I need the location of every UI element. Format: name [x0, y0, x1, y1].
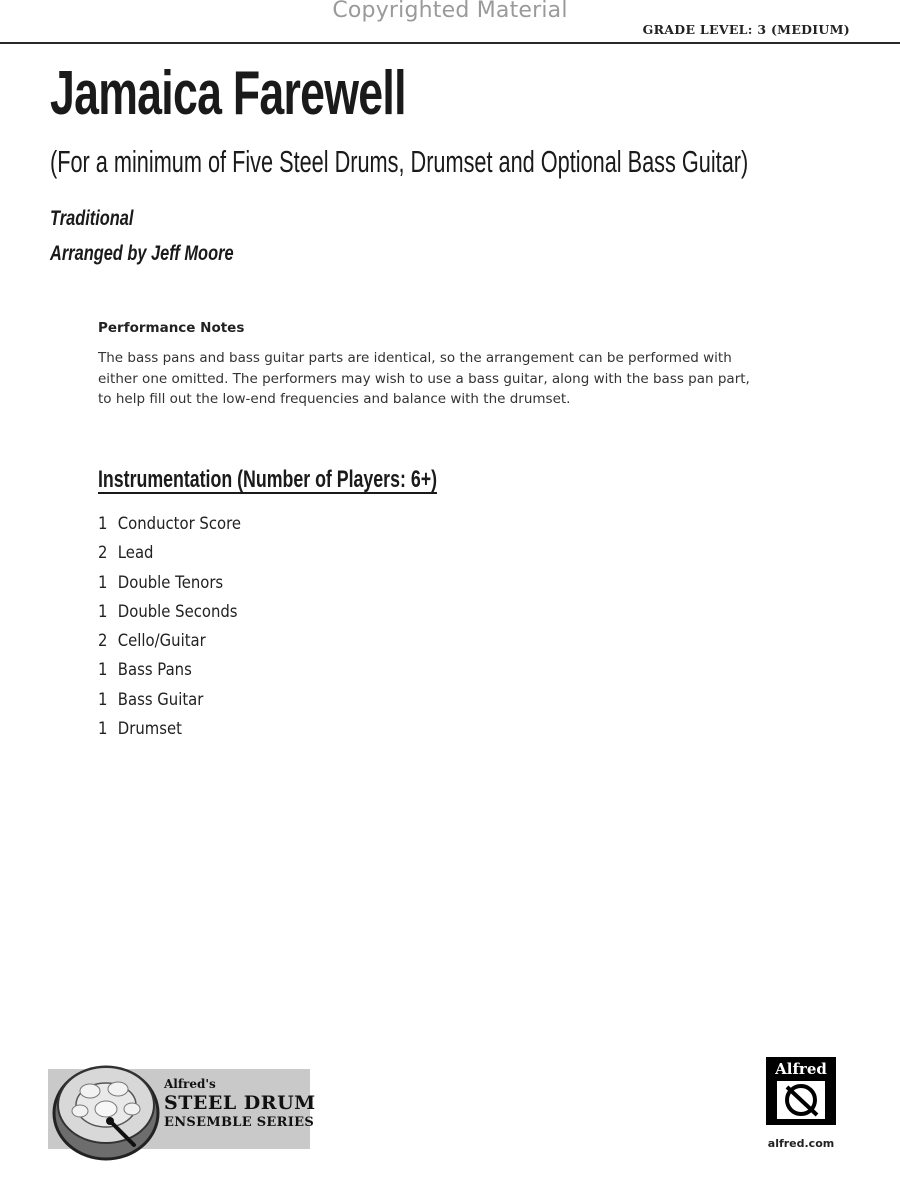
- series-line-1: Alfred's: [164, 1077, 216, 1091]
- header-rule: [0, 42, 900, 44]
- notes-line: to help fill out the low-end frequencies and balance with the drumset.: [98, 391, 571, 407]
- publisher-url: alfred.com: [767, 1137, 835, 1150]
- list-item: [98, 687, 241, 716]
- notes-line: either one omitted. The performers may wish to use a bass guitar, along with the bass pan part,: [98, 370, 750, 387]
- item-qty: 1: [98, 514, 108, 533]
- list-item: [98, 599, 241, 628]
- list-item: [98, 628, 241, 657]
- instrumentation-list: [98, 511, 257, 745]
- performance-notes-body: [98, 348, 798, 410]
- list-item: [98, 511, 241, 540]
- grade-level: GRADE LEVEL: 3 (MEDIUM): [642, 22, 850, 37]
- item-name: Bass Guitar: [117, 689, 204, 709]
- credit-arranger: Arranged by Jeff Moore: [50, 242, 234, 265]
- item-name: Conductor Score: [117, 514, 242, 533]
- list-item: [98, 540, 241, 569]
- item-name: Lead: [117, 543, 154, 563]
- item-qty: 2: [98, 543, 108, 563]
- instrumentation-heading: Instrumentation (Number of Players: 6+): [98, 466, 437, 493]
- item-name: Double Tenors: [117, 572, 224, 592]
- item-name: Double Seconds: [117, 601, 238, 621]
- credit-origin: Traditional: [50, 207, 134, 230]
- alfred-logo-name: Alfred: [775, 1060, 827, 1078]
- series-logo: [48, 1053, 318, 1163]
- item-qty: 1: [98, 689, 108, 709]
- copyright-watermark: Copyrighted Material: [332, 0, 568, 23]
- subtitle: (For a minimum of Five Steel Drums, Drumset and Optional Bass Guitar): [50, 144, 749, 179]
- item-qty: 1: [98, 601, 108, 621]
- notes-line: The bass pans and bass guitar parts are identical, so the arrangement can be performed with: [98, 350, 732, 366]
- item-qty: 1: [98, 719, 108, 739]
- series-logo-text: [164, 1078, 316, 1129]
- series-line-3: ENSEMBLE SERIES: [164, 1115, 315, 1130]
- item-qty: 1: [98, 572, 108, 592]
- performance-notes-heading: Performance Notes: [98, 320, 245, 336]
- item-name: Cello/Guitar: [117, 631, 206, 651]
- list-item: [98, 570, 241, 599]
- alfred-emblem-icon: [775, 1079, 827, 1121]
- alfred-logo-icon: [766, 1057, 836, 1125]
- page-title: Jamaica Farewell: [50, 59, 406, 128]
- item-qty: 1: [98, 660, 108, 680]
- list-item: [98, 716, 241, 745]
- item-name: Drumset: [117, 719, 182, 739]
- steel-drum-icon: [50, 1053, 162, 1165]
- item-name: Bass Pans: [117, 660, 192, 680]
- series-line-2: STEEL DRUM: [164, 1092, 316, 1114]
- item-qty: 2: [98, 631, 108, 651]
- list-item: [98, 657, 241, 686]
